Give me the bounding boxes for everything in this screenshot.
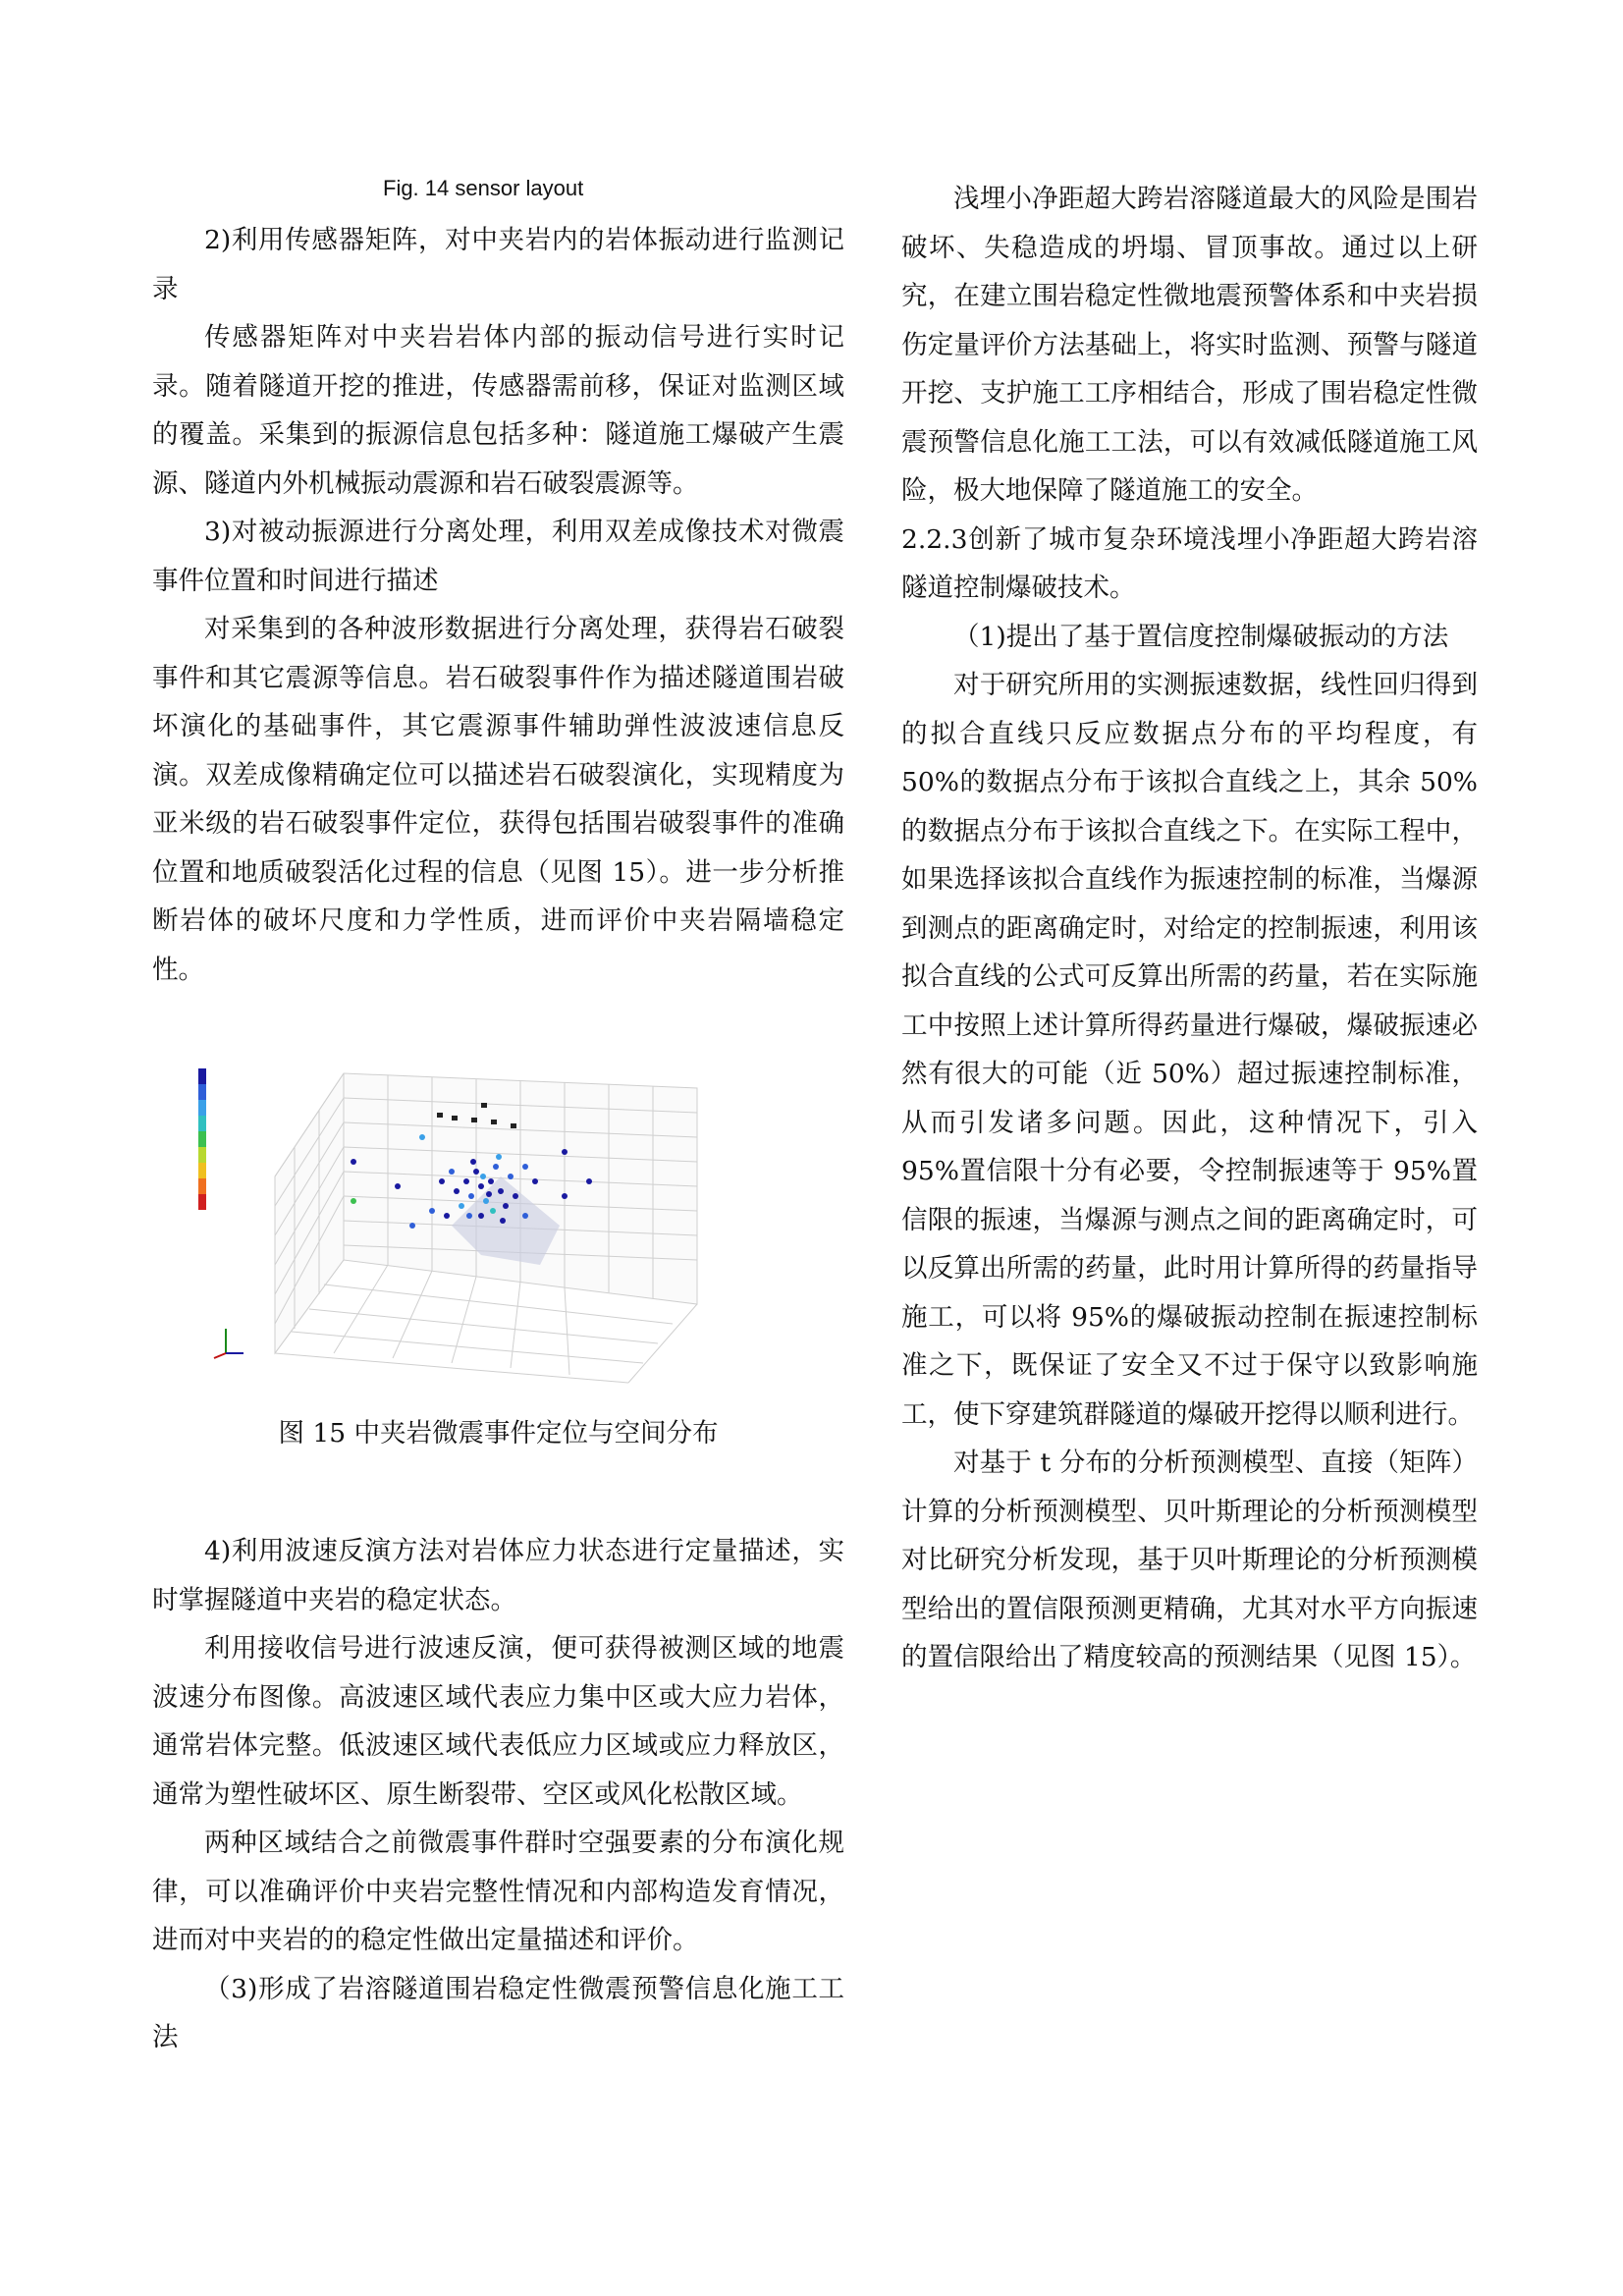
paragraph: 两种区域结合之前微震事件群时空强要素的分布演化规律，可以准确评价中夹岩完整性情况和内部构造发育情况，进而对中夹岩的的稳定性做出定量描述和评价。 [152,1828,844,1955]
paragraph: 利用接收信号进行波速反演，便可获得被测区域的地震波速分布图像。高波速区域代表应力集中区或大应力岩体，通常岩体完整。低波速区域代表低应力区域或应力释放区，通常为塑性破坏区、原生断裂带、空区或风化松散区域。 [152,1633,844,1810]
right-column [901,175,1478,1682]
left-column-bottom [152,1527,844,2062]
paragraph: 4)利用波速反演方法对岩体应力状态进行定量描述，实时掌握隧道中夹岩的稳定状态。 [152,1536,844,1615]
paragraph: 对于研究所用的实测振速数据，线性回归得到的拟合直线只反应数据点分布的平均程度，有 50%的数据点分布于该拟合直线之上，其余 50%的数据点分布于该拟合直线之下。在实际工程中，如果选择该拟合直线作为振速控制的标准，当爆源到测点的距离确定时，对给定的控制振速，利用该拟合直线的公式可反算出所需的药量，若在实际施工中按照上述计算所得药量进行爆破，爆破振速必然有很大的可能（近 50%）超过振速控制标准，从而引发诸多问题。因此，这种情况下，引入 95%置信限十分有必要，令控制振速等于 95%置信限的振速，当爆源与测点之间的距离确定时，可以反算出所需的药量，此时用计算所得的药量指导施工，可以将 95%的爆破振动控制在振速控制标准之下，既保证了安全又不过于保守以致影响施工，使下穿建筑群隧道的爆破开挖得以顺利进行。 [901,670,1478,1430]
section-heading: 2.2.3创新了城市复杂环境浅埋小净距超大跨岩溶隧道控制爆破技术。 [901,523,1478,603]
paragraph: 3)对被动振源进行分离处理，利用双差成像技术对微震事件位置和时间进行描述 [152,517,844,596]
paragraph: 传感器矩阵对中夹岩岩体内部的振动信号进行实时记录。随着隧道开挖的推进，传感器需前移，保证对监测区域的覆盖。采集到的振源信息包括多种：隧道施工爆破产生震源、隧道内外机械振动震源和岩石破裂震源等。 [152,322,844,499]
paragraph: 2)利用传感器矩阵，对中夹岩内的岩体振动进行监测记录 [152,225,844,304]
paragraph: 对采集到的各种波形数据进行分离处理，获得岩石破裂事件和其它震源等信息。岩石破裂事件作为描述隧道围岩破坏演化的基础事件，其它震源事件辅助弹性波波速信息反演。双差成像精确定位可以描述岩石破裂演化，实现精度为亚米级的岩石破裂事件定位，获得包括围岩破裂事件的准确位置和地质破裂活化过程的信息（见图 15）。进一步分析推断岩体的破坏尺度和力学性质，进而评价中夹岩隔墙稳定性。 [152,614,844,985]
paragraph: （1)提出了基于置信度控制爆破振动的方法 [953,621,1449,652]
fig14-caption: Fig. 14 sensor layout [383,176,584,200]
left-column-top [152,216,844,994]
color-legend [198,1068,206,1210]
fig15-caption: 图 15 中夹岩微震事件定位与空间分布 [278,1418,719,1449]
paragraph: 浅埋小净距超大跨岩溶隧道最大的风险是围岩破坏、失稳造成的坍塌、冒顶事故。通过以上研究，在建立围岩稳定性微地震预警体系和中夹岩损伤定量评价方法基础上，将实时监测、预警与隧道开挖、支护施工工序相结合，形成了围岩稳定性微震预警信息化施工工法，可以有效减低隧道施工风险，极大地保障了隧道施工的安全。 [901,184,1478,506]
paragraph: 对基于 t 分布的分析预测模型、直接（矩阵）计算的分析预测模型、贝叶斯理论的分析预测模型对比研究分析发现，基于贝叶斯理论的分析预测模型给出的置信限预测更精确，尤其对水平方向振速的置信限给出了精度较高的预测结果（见图 15）。 [901,1448,1478,1672]
paragraph: （3)形成了岩溶隧道围岩稳定性微震预警信息化施工工法 [152,1973,844,2052]
microseismic-3d-figure [187,1059,805,1393]
axis-triad-icon [214,1329,243,1358]
